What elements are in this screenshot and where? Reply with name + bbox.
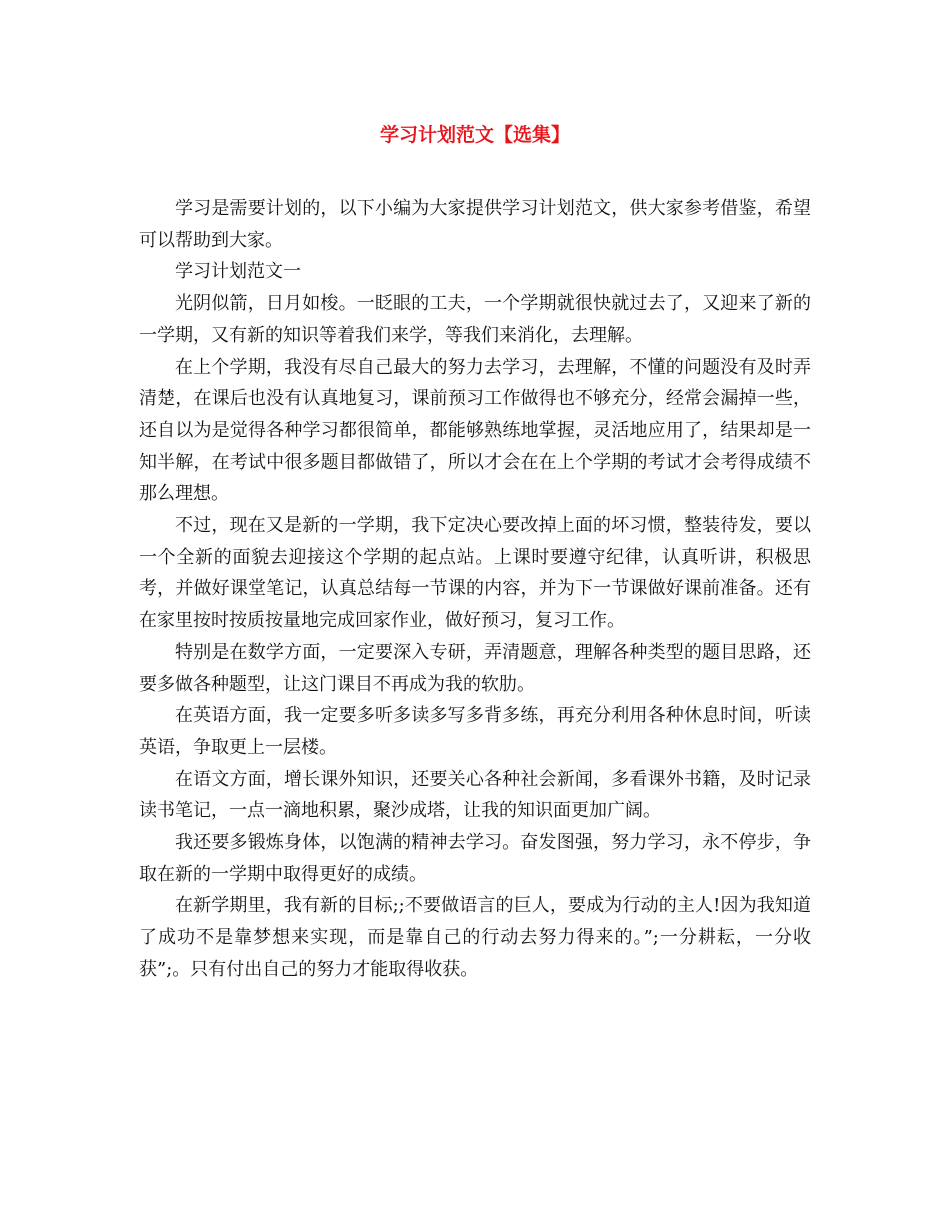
section-heading: 学习计划范文一 xyxy=(175,261,301,283)
body-paragraph: 在英语方面，我一定要多听多读多写多背多练，再充分利用各种休息时间，听读英语，争取更上一层楼。 xyxy=(139,705,811,758)
body-paragraph: 在新学期里，我有新的目标;;不要做语言的巨人，要成为行动的主人!因为我知道了成功不是靠梦想来实现，而是靠自己的行动去努力得来的。”;一分耕耘，一分收获”;。只有付出自己的努力才能取得收获。 xyxy=(139,895,811,980)
body-paragraph: 在上个学期，我没有尽自己最大的努力去学习，去理解，不懂的问题没有及时弄清楚，在课后也没有认真地复习，课前预习工作做得也不够充分，经常会漏掉一些，还自以为是觉得各种学习都很简单，都能够熟练地掌握，灵活地应用了，结果却是一知半解，在考试中很多题目都做错了，所以才会在在上个学期的考试才会考得成绩不那么理想。 xyxy=(139,356,811,505)
document-title: 学习计划范文【选集】 xyxy=(379,124,570,146)
body-paragraph: 在语文方面，增长课外知识，还要关心各种社会新闻，多看课外书籍，及时记录读书笔记，一点一滴地积累，聚沙成塔，让我的知识面更加广阔。 xyxy=(139,768,811,822)
body-paragraph: 特别是在数学方面，一定要深入专研，弄清题意，理解各种类型的题目思路，还要多做各种题型，让这门课目不再成为我的软肋。 xyxy=(139,641,811,695)
intro-paragraph: 学习是需要计划的，以下小编为大家提供学习计划范文，供大家参考借鉴，希望可以帮助到大家。 xyxy=(139,198,811,251)
body-paragraph: 光阴似箭，日月如梭。一眨眼的工夫，一个学期就很快就过去了，又迎来了新的一学期，又有新的知识等着我们来学，等我们来消化，去理解。 xyxy=(139,293,811,346)
body-paragraph: 不过，现在又是新的一学期，我下定决心要改掉上面的坏习惯，整装待发，要以一个全新的面貌去迎接这个学期的起点站。上课时要遵守纪律，认真听讲，积极思考，并做好课堂笔记，认真总结每一节课的内容，并为下一节课做好课前准备。还有在家里按时按质按量地完成回家作业，做好预习，复习工作。 xyxy=(139,515,811,632)
body-paragraph: 我还要多锻炼身体，以饱满的精神去学习。奋发图强，努力学习，永不停步，争取在新的一学期中取得更好的成绩。 xyxy=(139,832,811,885)
document-body xyxy=(139,193,811,986)
